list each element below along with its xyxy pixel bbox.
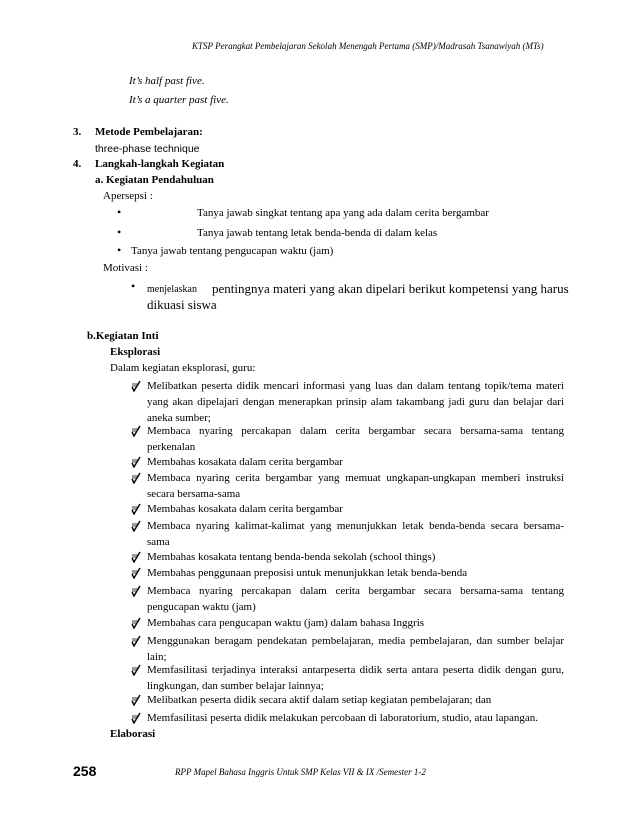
pendahuluan-title: a. Kegiatan Pendahuluan [95,174,214,186]
section-3-method: three-phase technique [95,143,200,155]
running-header: KTSP Perangkat Pembelajaran Sekolah Menengah Pertama (SMP)/Madrasah Tsanawiyah (MTs) [192,41,544,51]
check-bullet-icon [131,520,141,532]
section-3-title: Metode Pembelajaran: [95,126,203,138]
example-line-2: It’s a quarter past five. [129,94,229,106]
eksplorasi-item-7: Membahas kosakata tentang benda-benda sekolah (school things) [147,551,436,563]
running-footer: RPP Mapel Bahasa Inggris Untuk SMP Kelas VII & IX /Semester 1-2 [175,767,426,777]
check-bullet-icon [131,617,141,629]
motivasi-line-2: dikuasi siswa [147,297,217,312]
check-bullet-icon [131,664,141,676]
motivasi-line-1: pentingnya materi yang akan dipelari berikut kompetensi yang harus [212,281,569,296]
check-bullet-icon [131,380,141,392]
apersepsi-label: Apersepsi : [103,190,153,202]
example-line-1: It’s half past five. [129,75,205,87]
check-bullet-icon [131,551,141,563]
eksplorasi-item-8: Membahas penggunaan preposisi untuk menunjukkan letak benda-benda [147,567,468,579]
eksplorasi-item-2: Membaca nyaring percakapan dalam cerita bergambar secara bersama-sama tentang perkenalan [147,425,564,453]
eksplorasi-item-1: Melibatkan peserta didik mencari informasi yang luas dan dalam tentang topik/tema materi yang akan dipelajari dengan menerapkan prinsip alam takambang jadi guru dan belajar dari aneka sumber; [147,380,564,424]
check-bullet-icon [131,503,141,515]
check-bullet-icon [131,456,141,468]
eksplorasi-item-5: Membahas kosakata dalam cerita bergambar [147,503,343,515]
eksplorasi-item-13: Melibatkan peserta didik secara aktif dalam setiap kegiatan pembelajaran; dan [147,694,492,706]
eksplorasi-item-4: Membaca nyaring cerita bergambar yang memuat ungkapan-ungkapan memberi instruksi secara bersama-sama [147,472,564,500]
motivasi-label: Motivasi : [103,262,148,274]
check-bullet-icon [131,472,141,484]
eksplorasi-title: Eksplorasi [110,346,161,358]
bullet-icon: • [117,225,122,239]
bullet-icon: • [131,279,136,293]
section-3-number: 3. [73,126,82,138]
check-bullet-icon [131,694,141,706]
eksplorasi-item-3: Membahas kosakata dalam cerita bergambar [147,456,343,468]
bullet-icon: • [117,243,122,257]
eksplorasi-item-9: Membaca nyaring percakapan dalam cerita bergambar secara bersama-sama tentang pengucapan waktu (jam) [147,585,564,613]
check-bullet-icon [131,425,141,437]
apersepsi-item-2: Tanya jawab tentang letak benda-benda di dalam kelas [197,227,438,239]
eksplorasi-item-12: Memfasilitasi terjadinya interaksi antarpeserta didik serta antara peserta didik dengan guru, lingkungan, dan sumber belajar lainnya; [147,664,564,692]
eksplorasi-item-11: Menggunakan beragam pendekatan pembelajaran, media pembelajaran, dan sumber belajar lain; [147,635,564,663]
eksplorasi-intro: Dalam kegiatan eksplorasi, guru: [110,362,256,374]
section-4-title: Langkah-langkah Kegiatan [95,158,225,170]
bullet-icon: • [117,205,122,219]
elaborasi-title: Elaborasi [110,728,156,740]
eksplorasi-item-14: Memfasilitasi peserta didik melakukan percobaan di laboratorium, studio, atau lapangan. [147,712,538,724]
inti-title: b.Kegiatan Inti [87,330,159,342]
motivasi-lead-word: menjelaskan [147,284,197,295]
eksplorasi-item-10: Membahas cara pengucapan waktu (jam) dalam bahasa Inggris [147,617,425,629]
check-bullet-icon [131,712,141,724]
apersepsi-item-3: Tanya jawab tentang pengucapan waktu (jam) [131,245,334,257]
page-number: 258 [73,763,97,779]
apersepsi-item-1: Tanya jawab singkat tentang apa yang ada dalam cerita bergambar [197,207,489,219]
check-bullet-icon [131,635,141,647]
check-bullet-icon [131,567,141,579]
eksplorasi-item-6: Membaca nyaring kalimat-kalimat yang menunjukkan letak benda-benda secara bersama-sama [147,520,564,548]
check-bullet-icon [131,585,141,597]
section-4-number: 4. [73,158,82,170]
